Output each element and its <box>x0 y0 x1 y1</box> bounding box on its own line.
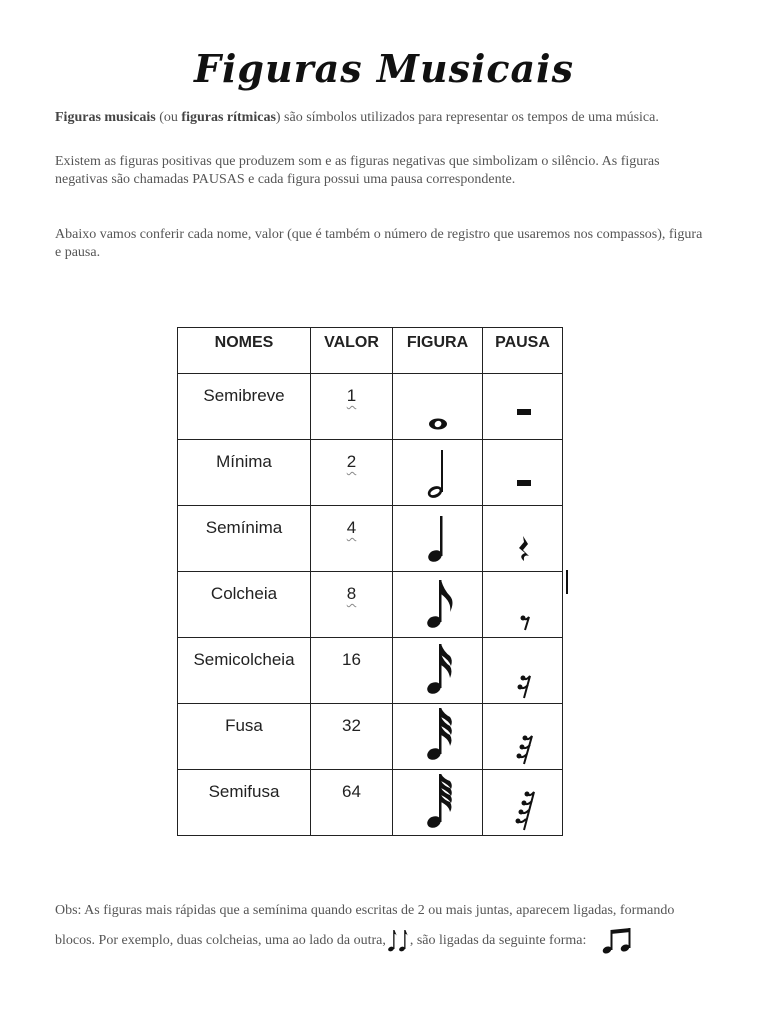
eighth-note-icon <box>408 572 468 636</box>
row-name: Semicolcheia <box>193 650 295 669</box>
row-value-cell <box>311 374 393 440</box>
half-note-icon <box>408 440 468 504</box>
row-figure-cell <box>393 638 483 704</box>
row-name: Colcheia <box>210 584 278 603</box>
row-value: 16 <box>342 650 361 669</box>
row-value-cell <box>311 770 393 836</box>
row-rest-cell <box>483 572 563 638</box>
obs-paragraph <box>55 896 715 956</box>
row-name: Semifusa <box>208 782 280 801</box>
row-name-cell <box>178 638 311 704</box>
row-name-cell <box>178 374 311 440</box>
row-value-cell <box>311 440 393 506</box>
beamed-eighth-notes-icon <box>600 926 634 956</box>
header-valor: VALOR <box>311 328 393 374</box>
row-rest-cell <box>483 440 563 506</box>
header-nomes: NOMES <box>178 328 311 374</box>
row-rest-cell <box>483 770 563 836</box>
row-figure-cell <box>393 704 483 770</box>
quarter-rest-icon <box>493 506 553 570</box>
intro-text-2: ) são símbolos utilizados para representar os tempos de uma música. <box>275 110 659 125</box>
row-figure-cell <box>393 440 483 506</box>
figures-table <box>177 327 563 836</box>
row-rest-cell <box>483 704 563 770</box>
row-rest-cell <box>483 638 563 704</box>
sixteenth-note-icon <box>408 638 468 702</box>
sixty-fourth-rest-icon <box>493 770 553 834</box>
page-title: Figuras Musicais <box>194 46 574 91</box>
row-name: Fusa <box>225 716 263 735</box>
row-value: 4 <box>346 518 357 537</box>
paragraph-pausas: Existem as figuras positivas que produzem som e as figuras negativas que simbolizam o silêncio. As figuras negativas são chamadas PAUSAS e cada figura possui uma pausa correspondente. <box>55 154 660 187</box>
row-rest-cell <box>483 374 563 440</box>
table-row <box>178 506 563 572</box>
row-name: Semibreve <box>203 386 285 405</box>
intro-paragraph <box>55 109 705 127</box>
row-value: 2 <box>346 452 357 471</box>
text-cursor <box>566 570 568 594</box>
table-row <box>178 440 563 506</box>
quarter-note-icon <box>408 506 468 570</box>
row-name: Mínima <box>216 452 272 471</box>
table-row <box>178 638 563 704</box>
row-name-cell <box>178 770 311 836</box>
table-row <box>178 572 563 638</box>
obs-text-1: Obs: As figuras mais rápidas que a semínima quando escritas de 2 ou mais juntas, aparecem ligadas, formando blocos. Por exemplo, duas colcheias, uma ao lado da outra, <box>55 903 675 949</box>
row-value-cell <box>311 572 393 638</box>
intro-bold-2: figuras rítmicas <box>181 110 276 125</box>
thirty-second-note-icon <box>408 704 468 768</box>
table-row <box>178 770 563 836</box>
sixty-fourth-note-icon <box>408 770 468 834</box>
whole-rest-icon <box>493 374 553 438</box>
row-value: 1 <box>346 386 357 405</box>
row-value-cell <box>311 704 393 770</box>
header-figura: FIGURA <box>393 328 483 374</box>
thirty-second-rest-icon <box>493 704 553 768</box>
row-name-cell <box>178 440 311 506</box>
row-figure-cell <box>393 506 483 572</box>
intro-bold-1: Figuras musicais <box>55 110 156 125</box>
row-figure-cell <box>393 572 483 638</box>
row-name-cell <box>178 506 311 572</box>
row-name: Semínima <box>205 518 283 537</box>
sixteenth-rest-icon <box>493 638 553 702</box>
whole-note-icon <box>408 374 468 438</box>
paragraph-abaixo: Abaixo vamos conferir cada nome, valor (que é também o número de registro que usaremos nos compassos), figura e pausa. <box>55 227 703 260</box>
half-rest-icon <box>493 440 553 504</box>
obs-text-2: , são ligadas da seguinte forma: <box>409 933 587 949</box>
table-header-row <box>178 328 563 374</box>
row-name-cell <box>178 704 311 770</box>
row-value: 32 <box>342 716 361 735</box>
row-figure-cell <box>393 374 483 440</box>
row-rest-cell <box>483 506 563 572</box>
row-name-cell <box>178 572 311 638</box>
row-value: 64 <box>342 782 361 801</box>
intro-text-1: (ou <box>155 110 182 125</box>
row-value: 8 <box>346 584 357 603</box>
header-pausa: PAUSA <box>483 328 563 374</box>
eighth-rest-icon <box>493 572 553 636</box>
row-value-cell <box>311 638 393 704</box>
row-figure-cell <box>393 770 483 836</box>
two-eighth-notes-icon <box>386 928 410 954</box>
table-row <box>178 704 563 770</box>
table-row <box>178 374 563 440</box>
row-value-cell <box>311 506 393 572</box>
